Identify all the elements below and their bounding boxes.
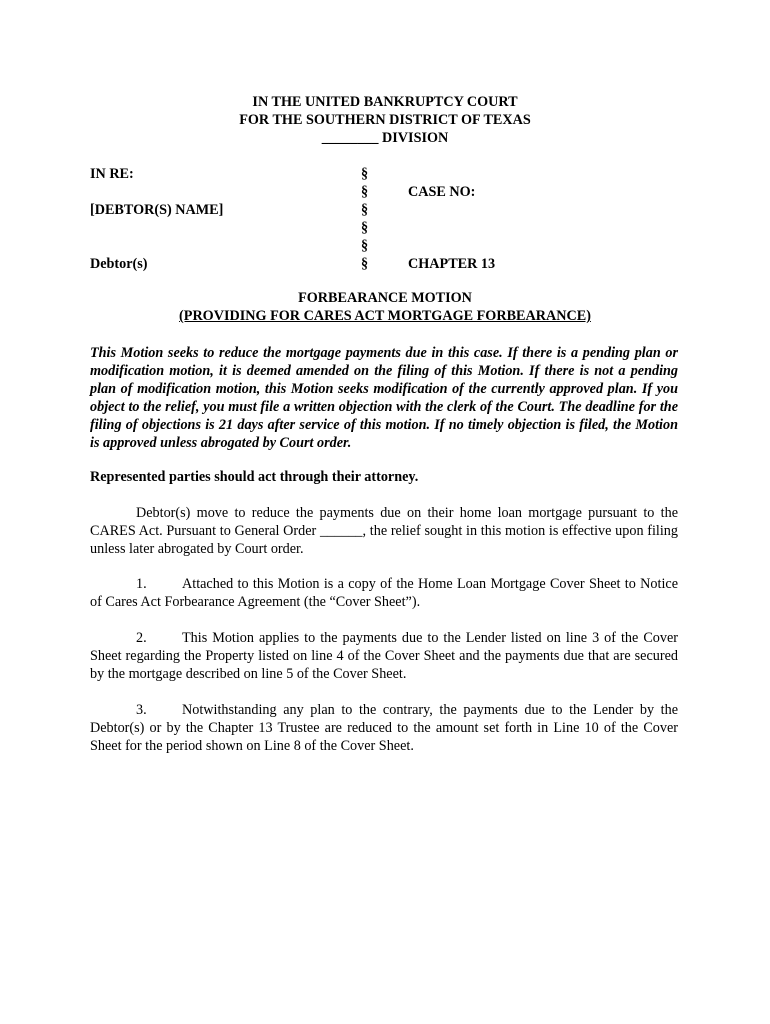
- paragraph-text: Notwithstanding any plan to the contrary, the payments due to the Lender by the Debtor(s) or by the Chapter 13 Trustee are reduced to the amount set forth in Line 10 of the Cover Sheet for the period shown on Line 8 of the Cover Sheet.: [90, 702, 678, 754]
- represented-parties-notice: Represented parties should act through their attorney.: [90, 469, 419, 485]
- court-heading-line-1: IN THE UNITED BANKRUPTCY COURT: [252, 94, 518, 110]
- case-number-label: CASE NO:: [408, 184, 476, 200]
- debtors-label: Debtor(s): [90, 256, 148, 272]
- paragraph-number: 1.: [136, 576, 147, 592]
- motion-title-subtitle: (PROVIDING FOR CARES ACT MORTGAGE FORBEARANCE): [179, 308, 591, 324]
- court-heading-line-2: FOR THE SOUTHERN DISTRICT OF TEXAS: [239, 112, 531, 128]
- section-mark-column: [361, 165, 368, 273]
- section-mark: §: [361, 238, 369, 254]
- numbered-paragraph-1: [90, 575, 678, 611]
- paragraph-number: 2.: [136, 630, 147, 646]
- court-heading: [0, 93, 770, 147]
- chapter-label: CHAPTER 13: [408, 256, 496, 272]
- section-mark: §: [361, 166, 369, 182]
- section-mark: §: [361, 184, 369, 200]
- paragraph-text: Attached to this Motion is a copy of the Home Loan Mortgage Cover Sheet to Notice of Cares Act Forbearance Agreement (the “Cover Sheet”).: [90, 576, 678, 610]
- in-re-label: IN RE:: [90, 166, 134, 182]
- debtor-name-field: [DEBTOR(S) NAME]: [90, 202, 224, 218]
- court-heading-line-3: ________ DIVISION: [321, 130, 449, 146]
- numbered-paragraph-3: [90, 701, 678, 755]
- intro-paragraph: [90, 504, 678, 558]
- section-mark: §: [361, 202, 369, 218]
- numbered-paragraph-2: [90, 629, 678, 683]
- section-mark: §: [361, 220, 369, 236]
- intro-text: Debtor(s) move to reduce the payments due on their home loan mortgage pursuant to the CARES Act. Pursuant to General Order ______, the relief sought in this motion is effective upon filing unless later abrogated by Court order.: [90, 505, 678, 557]
- notice-paragraph: This Motion seeks to reduce the mortgage payments due in this case. If there is a pending plan or modification motion, it is deemed amended on the filing of this Motion. If there is not a pending plan of modification motion, this Motion seeks modification of the currently approved plan. If you object to the relief, you must file a written objection with the clerk of the Court. The deadline for the filing of objections is 21 days after service of this motion. If no timely objection is filed, the Motion is approved unless abrogated by Court order.: [90, 345, 678, 451]
- case-caption: [0, 165, 770, 275]
- paragraph-number: 3.: [136, 702, 147, 718]
- motion-title: [0, 289, 770, 325]
- section-mark: §: [361, 256, 369, 272]
- paragraph-text: This Motion applies to the payments due to the Lender listed on line 3 of the Cover Sheet regarding the Property listed on line 4 of the Cover Sheet and the payments due that are secured by the mortgage described on line 5 of the Cover Sheet.: [90, 630, 678, 682]
- motion-title-main: FORBEARANCE MOTION: [298, 290, 472, 306]
